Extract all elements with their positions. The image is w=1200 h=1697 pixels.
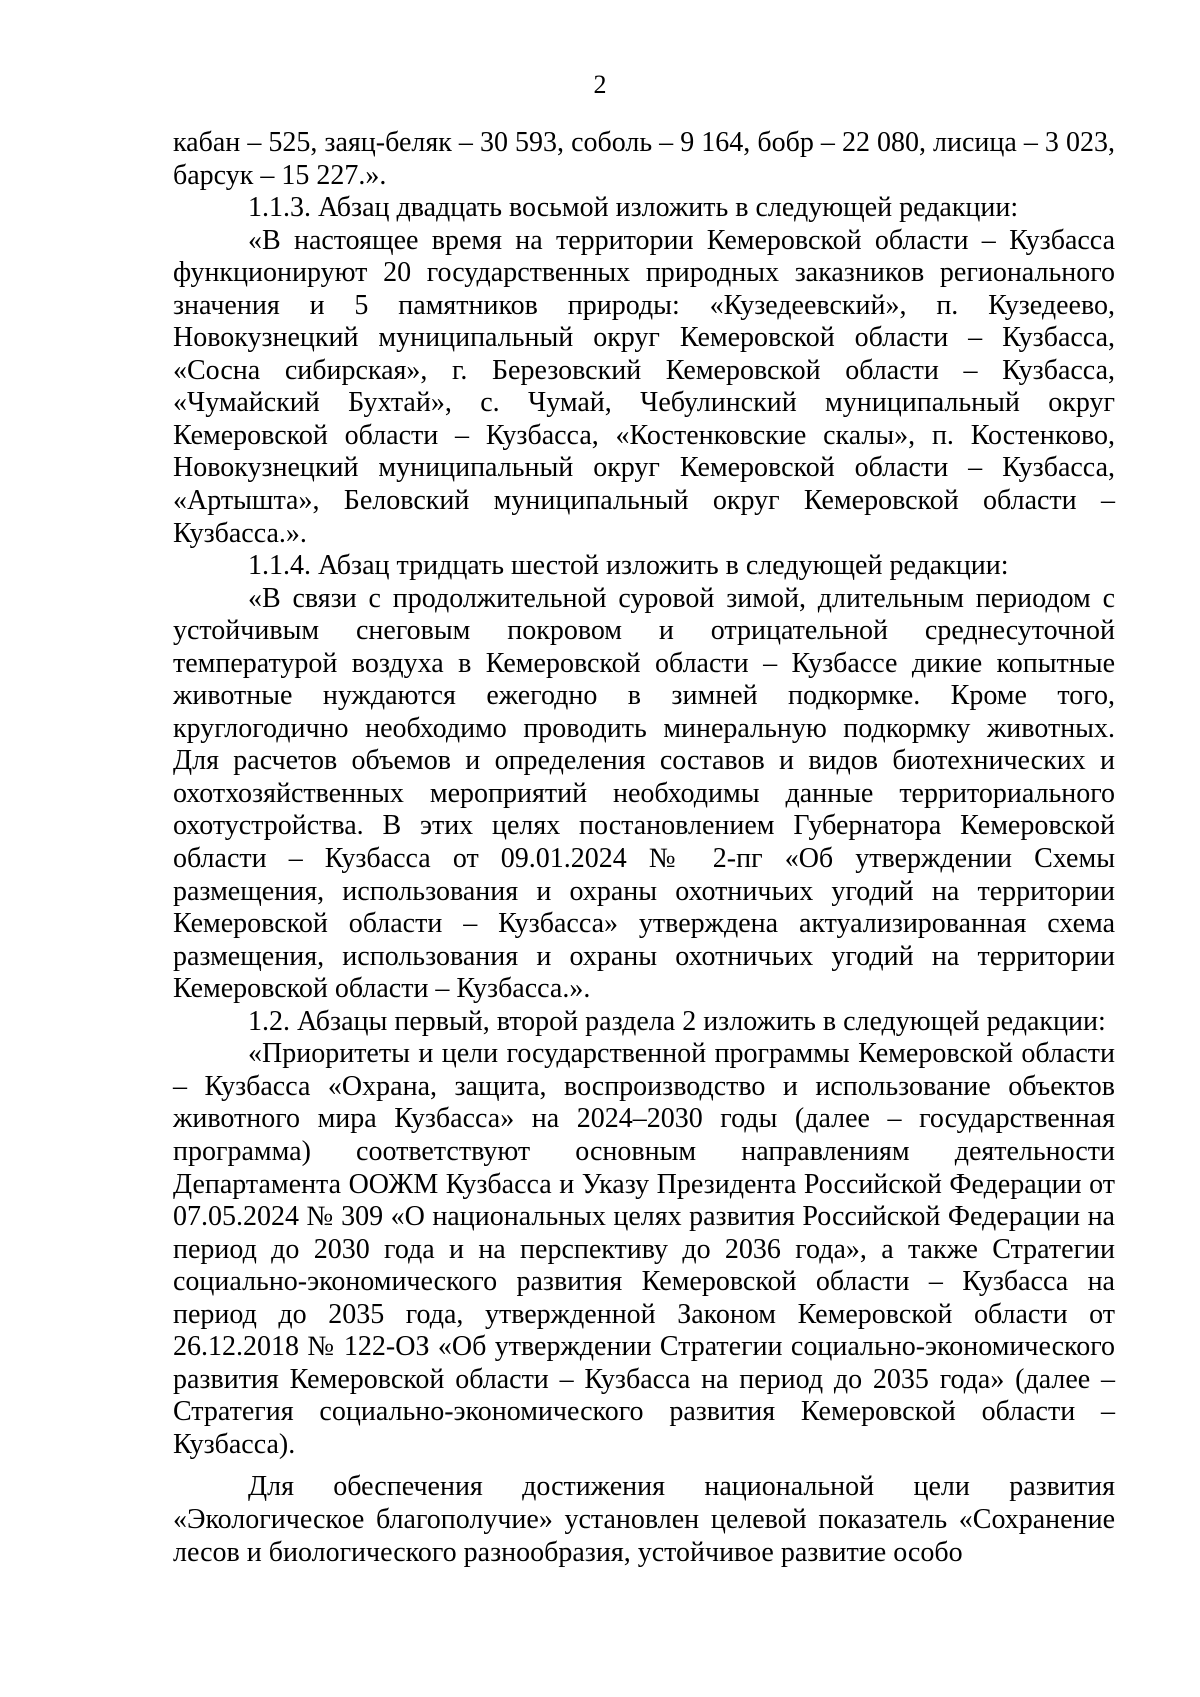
paragraph-reserves-list: «В настоящее время на территории Кемеровской области – Кузбасса функционируют 20 государственных природных заказников регионального значения и 5 памятников природы: «Кузедеевский», п. Кузедеево, Новокузнецкий муниципальный округ Кемеровской области – Кузбасса, «Сосна сибирская», г. Березовский Кемеровской области – Кузбасса, «Чумайский Бухтай», с. Чумай, Чебулинский муниципальный округ Кемеровской области – Кузбасса, «Костенковские скалы», п. Костенково, Новокузнецкий муниципальный округ Кемеровской области – Кузбасса, «Артышта», Беловский муниципальный округ Кемеровской области – Кузбасса.». bbox=[173, 224, 1115, 549]
paragraph-animal-counts-tail: кабан – 525, заяц-беляк – 30 593, соболь – 9 164, бобр – 22 080, лисица – 3 023, барсук – 15 227.». bbox=[173, 127, 1115, 191]
paragraph-item-1-1-3: 1.1.3. Абзац двадцать восьмой изложить в следующей редакции: bbox=[248, 192, 1019, 224]
paragraph-national-goal: Для обеспечения достижения национальной цели развития «Экологическое благополучие» установлен целевой показатель «Сохранение лесов и биологического разнообразия, устойчивое развитие особо bbox=[173, 1471, 1115, 1568]
document-body bbox=[173, 127, 1115, 1569]
paragraph-item-1-2: 1.2. Абзацы первый, второй раздела 2 изложить в следующей редакции: bbox=[248, 1005, 1106, 1037]
page-number: 2 bbox=[593, 70, 607, 99]
paragraph-winter-feeding: «В связи с продолжительной суровой зимой, длительным периодом с устойчивым снеговым покровом и отрицательной среднесуточной температурой воздуха в Кемеровской области – Кузбассе дикие копытные животные нуждаются ежегодно в зимней подкормке. Кроме того, круглогодично необходимо проводить минеральную подкормку животных. Для расчетов объемов и определения составов и видов биотехнических и охотхозяйственных мероприятий необходимы данные территориального охотустройства. В этих целях постановлением Губернатора Кемеровской области – Кузбасса от 09.01.2024 № 2-пг «Об утверждении Схемы размещения, использования и охраны охотничьих угодий на территории Кемеровской области – Кузбасса» утверждена актуализированная схема размещения, использования и охраны охотничьих угодий на территории Кемеровской области – Кузбасса.». bbox=[173, 582, 1115, 1005]
paragraph-item-1-1-4: 1.1.4. Абзац тридцать шестой изложить в следующей редакции: bbox=[248, 550, 1009, 582]
paragraph-program-priorities: «Приоритеты и цели государственной программы Кемеровской области – Кузбасса «Охрана, защита, воспроизводство и использование объектов животного мира Кузбасса» на 2024–2030 годы (далее – государственная программа) соответствуют основным направлениям деятельности Департамента ООЖМ Кузбасса и Указу Президента Российской Федерации от 07.05.2024 № 309 «О национальных целях развития Российской Федерации на период до 2030 года и на перспективу до 2036 года», а также Стратегии социально-экономического развития Кемеровской области – Кузбасса на период до 2035 года, утвержденной Законом Кемеровской области от 26.12.2018 № 122-ОЗ «Об утверждении Стратегии социально-экономического развития Кемеровской области – Кузбасса на период до 2035 года» (далее – Стратегия социально-экономического развития Кемеровской области – Кузбасса). bbox=[173, 1038, 1115, 1460]
